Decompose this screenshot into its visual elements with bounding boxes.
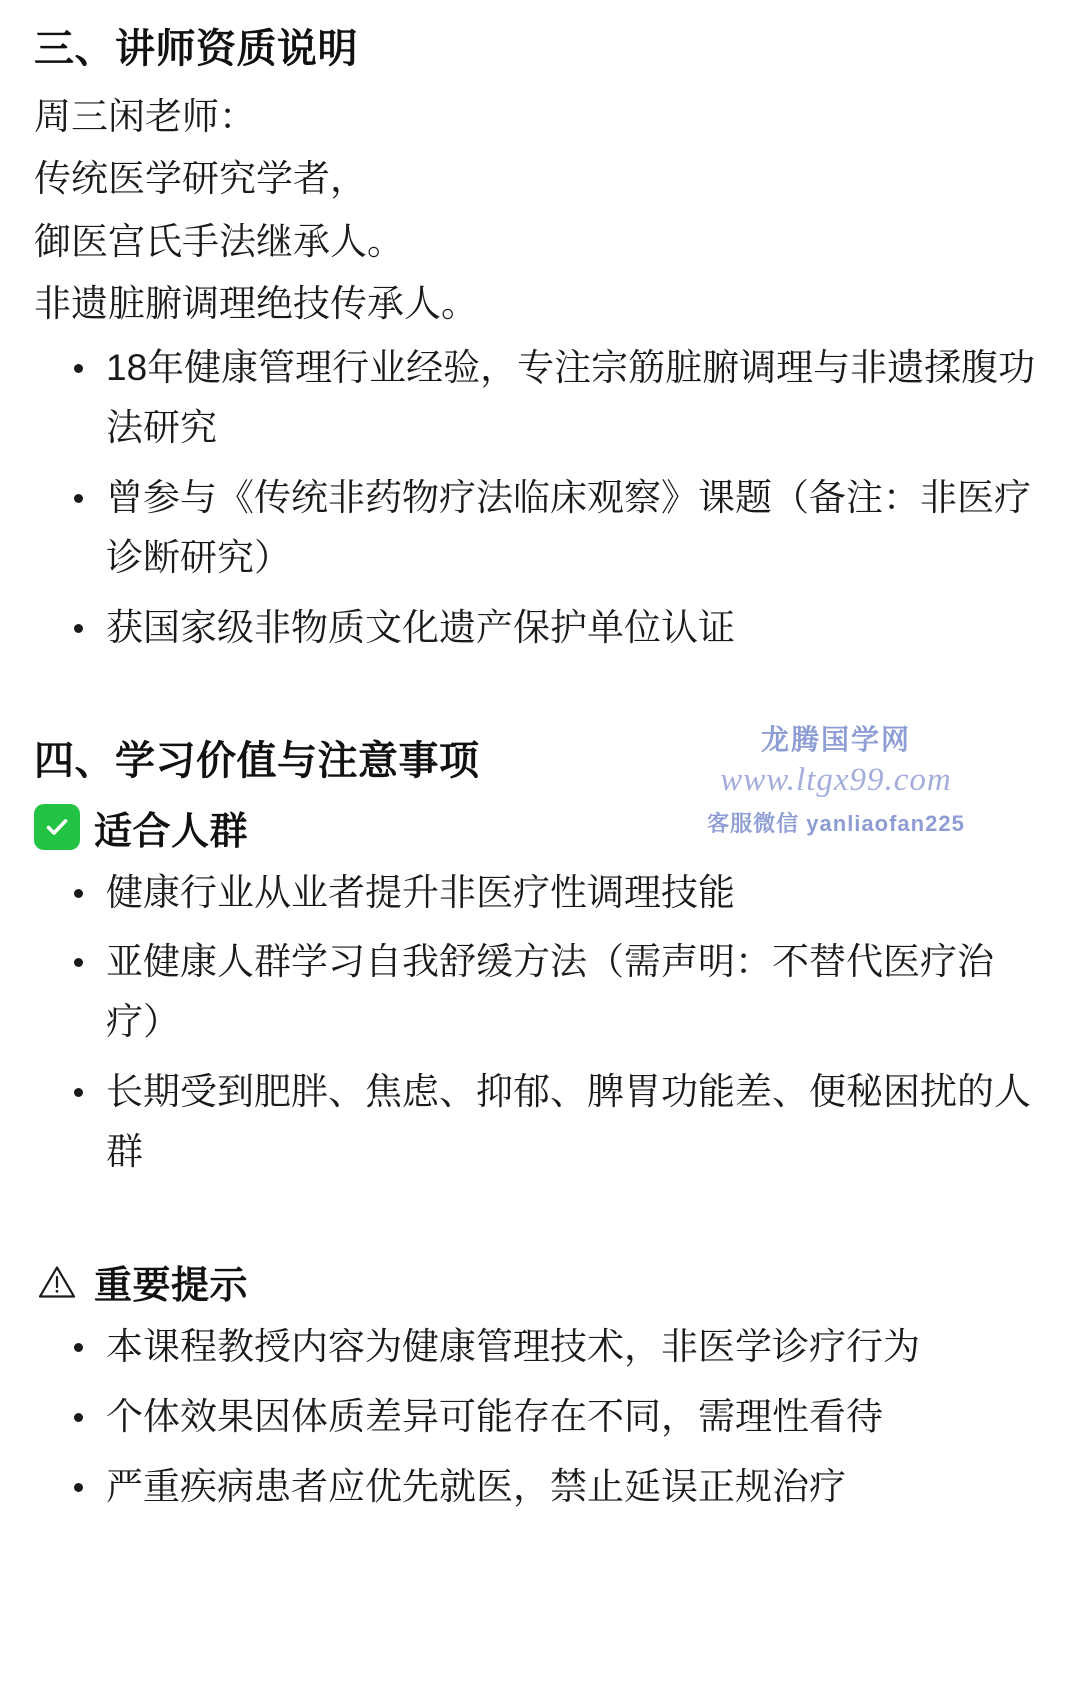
- instructor-name-line: 周三闲老师：: [34, 96, 256, 137]
- list-item: 本课程教授内容为健康管理技术，非医学诊疗行为: [34, 1317, 1046, 1377]
- instructor-credential-line-3: 非遗脏腑调理绝技传承人。: [34, 283, 478, 325]
- list-item: 严重疾病患者应优先就医，禁止延误正规治疗: [34, 1457, 1046, 1517]
- subsection-spacer: [34, 1192, 1046, 1246]
- list-item: 健康行业从业者提升非医疗性调理技能: [34, 863, 1046, 923]
- instructor-credential-line-2: 御医宫氏手法继承人。: [34, 220, 404, 262]
- list-item: 18年健康管理行业经验，专注宗筋脏腑调理与非遗揉腹功法研究: [34, 338, 1046, 458]
- watermark-url: www.ltgx99.com: [720, 762, 952, 798]
- subsection-header-important-notice: [34, 1254, 1046, 1309]
- watermark-contact: 客服微信 yanliaofan225: [707, 811, 965, 836]
- section-spacer: [34, 668, 1046, 722]
- list-item: 长期受到肥胖、焦虑、抑郁、脾胃功能差、便秘困扰的人群: [34, 1062, 1046, 1182]
- section-title-3: 三、讲师资质说明: [34, 27, 358, 71]
- watermark-site-name: 龙腾国学网: [760, 724, 911, 755]
- list-item: 获国家级非物质文化遗产保护单位认证: [34, 598, 1046, 658]
- list-item: 曾参与《传统非药物疗法临床观察》课题（备注：非医疗诊断研究）: [34, 468, 1046, 588]
- list-item: 个体效果因体质差异可能存在不同，需理性看待: [34, 1387, 1046, 1447]
- important-notice-list: [34, 1317, 1046, 1517]
- list-item: 亚健康人群学习自我舒缓方法（需声明：不替代医疗治疗）: [34, 932, 1046, 1052]
- subsection-label: 适合人群: [94, 810, 249, 853]
- section-title-4: 四、学习价值与注意事项: [34, 738, 480, 783]
- subsection-label: 重要提示: [94, 1265, 249, 1308]
- check-badge-icon: [34, 804, 80, 850]
- instructor-qualification-list: [34, 338, 1046, 658]
- warning-triangle-icon: [34, 1259, 80, 1305]
- instructor-credential-line-1: 传统医学研究学者，: [34, 158, 367, 200]
- subsection-header-suitable-audience: [34, 800, 1046, 855]
- suitable-audience-list: [34, 863, 1046, 1183]
